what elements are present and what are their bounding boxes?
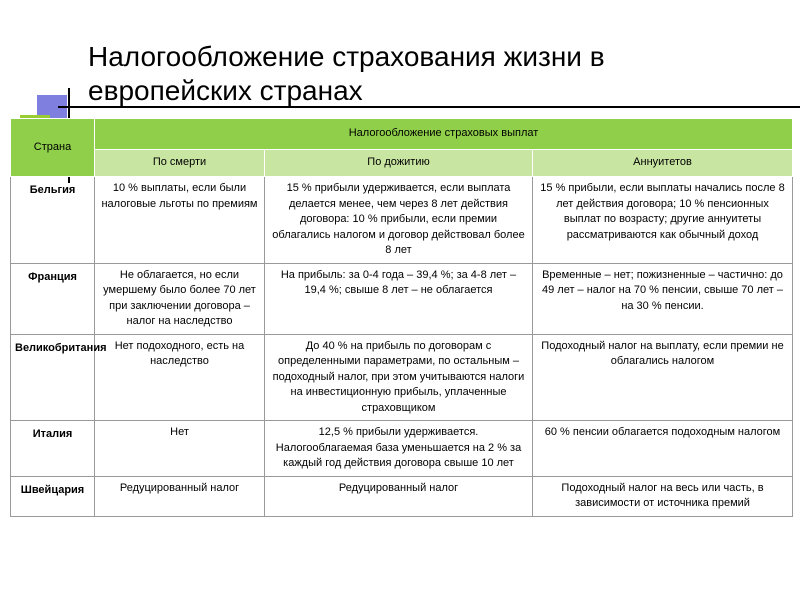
table-row [11, 476, 793, 516]
annuities-cell: Подоходный налог на весь или часть, в зависимости от источника премий [533, 476, 793, 516]
header-survival: По дожитию [265, 150, 533, 177]
tax-table [10, 118, 793, 517]
tax-table-container [10, 118, 792, 517]
slide-title-line-2: европейских странах [88, 75, 363, 106]
country-cell: Италия [11, 421, 95, 477]
header-country: Страна [11, 119, 95, 177]
country-cell: Бельгия [11, 177, 95, 264]
country-cell: Великобритания [11, 334, 95, 421]
country-cell: Швейцария [11, 476, 95, 516]
slide-title [88, 40, 788, 108]
death-cell: Нет подоходного, есть на наследство [95, 334, 265, 421]
header-payout-taxation: Налогообложение страховых выплат [95, 119, 793, 150]
survival-cell: 12,5 % прибыли удерживается. Налогооблагаемая база уменьшается на 2 % за каждый год действия договора свыше 10 лет [265, 421, 533, 477]
annuities-cell: Подоходный налог на выплату, если премии не облагались налогом [533, 334, 793, 421]
survival-cell: До 40 % на прибыль по договорам с определенными параметрами, по остальным – подоходный налог, при этом учитываются налоги на инвестиционную прибыль, уплаченные страховщиком [265, 334, 533, 421]
annuities-cell: 60 % пенсии облагается подоходным налогом [533, 421, 793, 477]
death-cell: Редуцированный налог [95, 476, 265, 516]
survival-cell: 15 % прибыли удерживается, если выплата делается менее, чем через 8 лет действия договора: 10 % прибыли, если премии облагались налогом и договор действовал более 8 лет [265, 177, 533, 264]
table-row [11, 263, 793, 334]
survival-cell: На прибыль: за 0-4 года – 39,4 %; за 4-8 лет – 19,4 %; свыше 8 лет – не облагается [265, 263, 533, 334]
death-cell: Нет [95, 421, 265, 477]
survival-cell: Редуцированный налог [265, 476, 533, 516]
table-row [11, 334, 793, 421]
slide-title-line-1: Налогообложение страхования жизни в [88, 41, 605, 72]
death-cell: 10 % выплаты, если были налоговые льготы по премиям [95, 177, 265, 264]
header-annuities: Аннуитетов [533, 150, 793, 177]
header-death: По смерти [95, 150, 265, 177]
annuities-cell: Временные – нет; пожизненные – частично: до 49 лет – налог на 70 % пенсии, свыше 70 лет – на 30 % пенсии. [533, 263, 793, 334]
table-row [11, 177, 793, 264]
table-row [11, 421, 793, 477]
annuities-cell: 15 % прибыли, если выплаты начались после 8 лет действия договора; 10 % пенсионных выплат по возрасту; другие аннуитеты рассматриваются как обычный доход [533, 177, 793, 264]
death-cell: Не облагается, но если умершему было более 70 лет при заключении договора – налог на наследство [95, 263, 265, 334]
country-cell: Франция [11, 263, 95, 334]
